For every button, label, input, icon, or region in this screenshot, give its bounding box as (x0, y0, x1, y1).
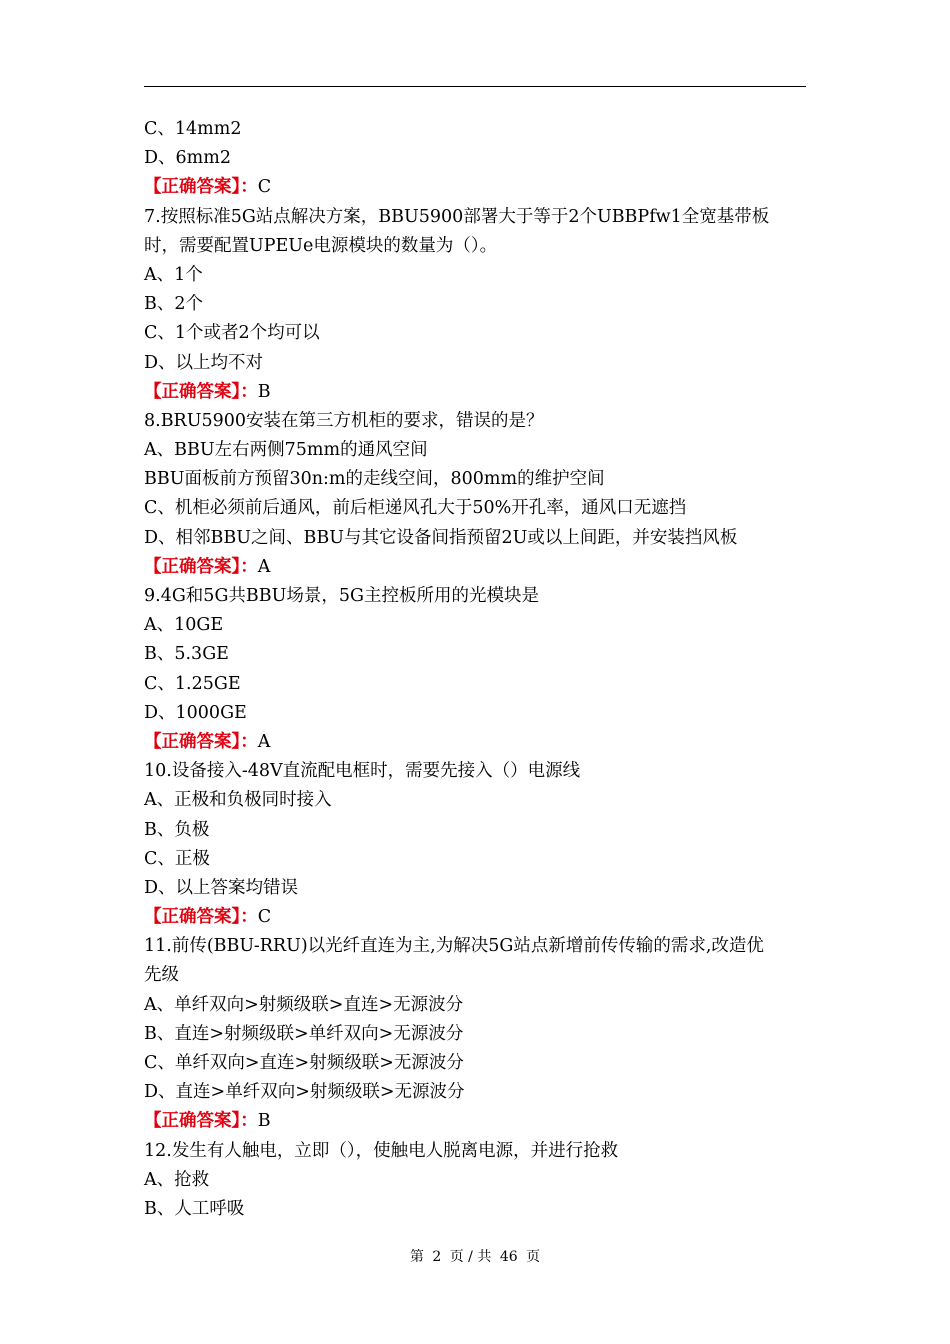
answer-label: 【正确答案】 (144, 177, 241, 198)
text-line: D、以上均不对 (144, 352, 264, 373)
text-line: 9.4G和5G共BBU场景，5G主控板所用的光模块是 (144, 586, 540, 606)
text-line: C、1.25GE (144, 673, 241, 694)
header-rule (144, 86, 806, 87)
text-line: A、BBU左右两侧75mm的通风空间 (144, 440, 428, 461)
footer-middle: 页 / 共 (449, 1249, 492, 1265)
answer-line (144, 173, 806, 202)
answer-label: 【正确答案】 (144, 381, 241, 402)
answer-separator: ： (240, 556, 258, 577)
answer-value: B (257, 1111, 271, 1132)
answer-line (144, 728, 806, 757)
text-line: 11.前传(BBU-RRU)以光纤直连为主,为解决5G站点新增前传传输的需求,改造优 (144, 936, 764, 957)
text-line: C、14mm2 (144, 119, 242, 139)
answer-value: C (257, 177, 272, 198)
answer-separator: ： (240, 907, 258, 928)
text-line: BBU面板前方预留30n:m的走线空间，800mm的维护空间 (144, 469, 605, 490)
answer-label: 【正确答案】 (144, 556, 241, 577)
answer-line (144, 553, 806, 582)
text-line: 7.按照标准5G站点解决方案，BBU5900部署大于等于2个UBBPfw1全宽基带板 (144, 206, 770, 227)
text-line: C、正极 (144, 848, 210, 869)
text-line: D、以上答案均错误 (144, 877, 299, 898)
footer-total-pages: 46 (499, 1249, 518, 1265)
answer-line (144, 378, 806, 407)
text-line: B、直连>射频级联>单纤双向>无源波分 (144, 1023, 464, 1044)
text-line: D、相邻BBU之间、BBU与其它设备间指预留2U或以上间距，并安装挡风板 (144, 527, 738, 548)
text-line: 8.BRU5900安装在第三方机柜的要求，错误的是？ (144, 410, 544, 431)
answer-separator: ： (240, 177, 258, 198)
answer-line (144, 1107, 806, 1136)
answer-value: A (257, 731, 271, 752)
answer-separator: ： (240, 381, 258, 402)
text-line: 先级 (144, 965, 179, 986)
answer-value: B (257, 381, 271, 402)
answer-line (144, 903, 806, 932)
page-footer (0, 1246, 950, 1266)
answer-label: 【正确答案】 (144, 731, 241, 752)
page-content (144, 115, 806, 1224)
text-line: B、5.3GE (144, 644, 229, 665)
footer-page-number: 2 (432, 1249, 442, 1265)
text-line: C、单纤双向>直连>射频级联>无源波分 (144, 1053, 464, 1073)
text-line: A、单纤双向>射频级联>直连>无源波分 (144, 994, 464, 1015)
text-line: A、1个 (144, 264, 203, 285)
text-line: D、直连>单纤双向>射频级联>无源波分 (144, 1082, 465, 1103)
answer-value: A (257, 556, 271, 577)
text-line: B、负极 (144, 819, 210, 840)
footer-suffix: 页 (526, 1249, 541, 1265)
text-line: 10.设备接入-48V直流配电框时，需要先接入（）电源线 (144, 761, 581, 782)
text-line: C、机柜必须前后通风，前后柜递风孔大于50%开孔率，通风口无遮挡 (144, 498, 687, 519)
answer-value: C (257, 907, 272, 928)
text-line: B、人工呼吸 (144, 1198, 245, 1219)
text-line: 12.发生有人触电，立即（），使触电人脱离电源，并进行抢救 (144, 1140, 619, 1161)
footer-prefix: 第 (409, 1249, 424, 1265)
text-line: B、2个 (144, 294, 203, 315)
answer-separator: ： (240, 731, 258, 752)
answer-label: 【正确答案】 (144, 907, 241, 928)
text-line: D、1000GE (144, 702, 247, 723)
text-line: D、6mm2 (144, 148, 231, 169)
text-line: A、抢救 (144, 1169, 210, 1190)
text-line: 时，需要配置UPEUe电源模块的数量为（）。 (144, 235, 498, 256)
text-line: C、1个或者2个均可以 (144, 323, 320, 344)
text-line: A、正极和负极同时接入 (144, 790, 332, 811)
text-line: A、10GE (144, 615, 224, 636)
answer-label: 【正确答案】 (144, 1111, 241, 1132)
answer-separator: ： (240, 1111, 258, 1132)
